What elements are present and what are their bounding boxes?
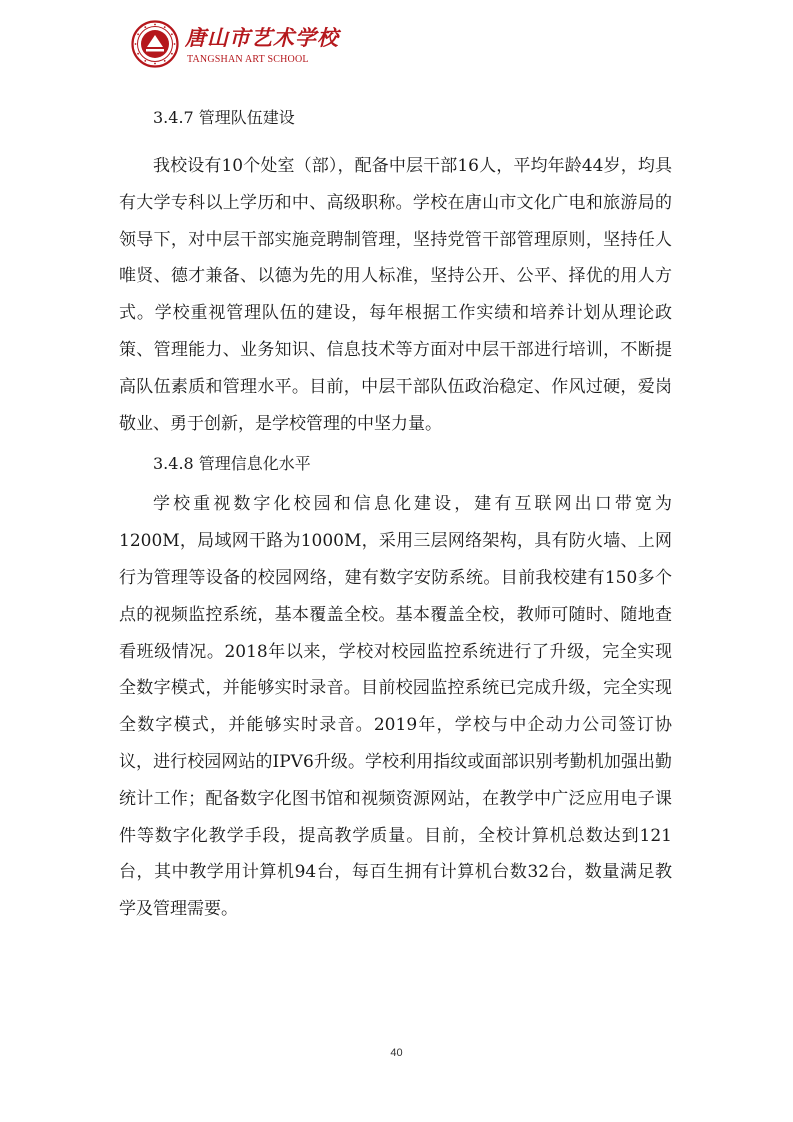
document-body — [119, 102, 672, 928]
section-heading-management-team: 3.4.7 管理队伍建设 — [153, 108, 295, 127]
school-name-english: TANGSHAN ART SCHOOL — [187, 54, 309, 65]
section-heading-informatization: 3.4.8 管理信息化水平 — [153, 454, 311, 474]
paragraph-informatization: 学校重视数字化校园和信息化建设，建有互联网出口带宽为1200M，局域网干路为1000M，采用三层网络架构，具有防火墙、上网行为管理等设备的校园网络，建有数字安防系统。目前我校建有150多个点的视频监控系统，基本覆盖全校。基本覆盖全校，教师可随时、随地查看班级情况。2018年以来，学校对校园监控系统进行了升级，完全实现全数字模式，并能够实时录音。目前校园监控系统已完成升级，完全实现全数字模式，并能够实时录音。2019年，学校与中企动力公司签订协议，进行校园网站的IPV6升级。学校利用指纹或面部识别考勤机加强出勤统计工作；配备数字化图书馆和视频资源网站，在教学中广泛应用电子课件等数字化教学手段，提高教学质量。目前，全校计算机总数达到121台，其中教学用计算机94台，每百生拥有计算机台数32台，数量满足教学及管理需要。 — [119, 494, 672, 920]
school-name-chinese: 唐山市艺术学校 — [185, 25, 339, 50]
page-number: 40 — [390, 1047, 403, 1059]
document-header — [131, 20, 339, 72]
school-seal-icon — [131, 20, 179, 68]
paragraph-management-team: 我校设有10个处室（部），配备中层干部16人，平均年龄44岁，均具有大学专科以上学历和中、高级职称。学校在唐山市文化广电和旅游局的领导下，对中层干部实施竞聘制管理，坚持党管干部管理原则，坚持任人唯贤、德才兼备、以德为先的用人标准，坚持公开、公平、择优的用人方式。学校重视管理队伍的建设，每年根据工作实绩和培养计划从理论政策、管理能力、业务知识、信息技术等方面对中层干部进行培训，不断提高队伍素质和管理水平。目前，中层干部队伍政治稳定、作风过硬，爱岗敬业、勇于创新，是学校管理的中坚力量。 — [119, 156, 672, 434]
